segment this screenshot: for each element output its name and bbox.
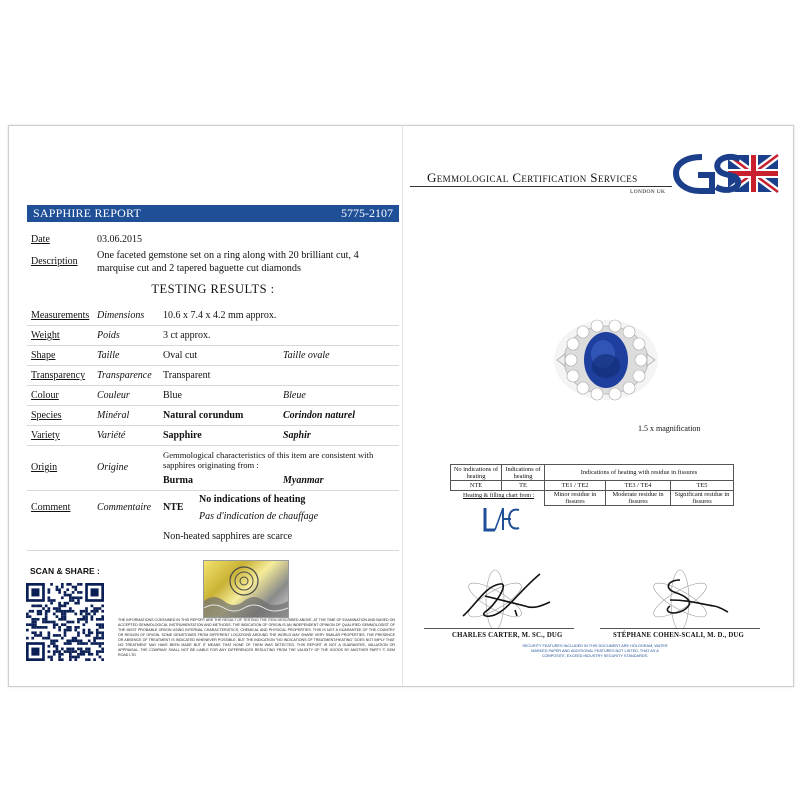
heating-code-te1: TE1 / TE2 [545, 481, 606, 491]
company-name [427, 170, 638, 186]
company-name-text: Gemmological Certification Services [427, 170, 638, 185]
comment-note: Non-heated sapphires are scarce [163, 531, 293, 542]
origin-value: Burma [163, 475, 193, 486]
security-features-text: SECURITY FEATURES INCLUDED IN THIS DOCUMENT ARE HOLOGRAM, WATER MARKED PAPER AND ADDITIONAL FEATURES NOT LISTED, THAT AS A COMPOSITE, EXCEED INDUSTRY SECURITY STANDARDS. [522, 644, 668, 658]
variety-label: Variety [31, 430, 60, 441]
species-label: Species [31, 410, 62, 421]
transparency-value: Transparent [163, 370, 211, 381]
report-header-bar [27, 205, 399, 222]
shape-value: Oval cut [163, 350, 198, 361]
comment-en: No indications of heating [199, 494, 306, 505]
description-label: Description [31, 256, 78, 267]
row-rule [27, 325, 399, 326]
company-underline [410, 186, 672, 187]
gcs-logo-icon [672, 151, 780, 196]
report-title: SAPPHIRE REPORT [33, 206, 141, 220]
comment-fr-text: Pas d'indication de chauffage [199, 511, 319, 522]
heating-code-nte: NTE [451, 481, 502, 491]
weight-value: 3 ct approx. [163, 330, 211, 341]
origin-fr: Origine [97, 462, 129, 473]
row-rule [27, 345, 399, 346]
heating-code-te: TE [502, 481, 545, 491]
heating-header-te: Indications of heating [502, 465, 545, 481]
measurements-label: Measurements [31, 310, 90, 321]
description-line-2: marquise cut and 2 tapered baguette cut diamonds [97, 263, 301, 274]
report-number: 5775-2107 [341, 206, 393, 220]
chart-from-label: Heating & filling chart from : [463, 493, 535, 499]
description-line-1: One faceted gemstone set on a ring along with 20 brilliant cut, 4 [97, 250, 359, 261]
origin-value-fr: Myanmar [283, 475, 324, 486]
variety-value-fr: Saphir [283, 430, 311, 441]
testing-results-heading: TESTING RESULTS : [151, 282, 275, 296]
colour-value: Blue [163, 390, 182, 401]
colour-label: Colour [31, 390, 59, 401]
row-rule [27, 385, 399, 386]
signature-line-1 [424, 628, 574, 629]
magnification-caption: 1.5 x magnification [638, 424, 701, 433]
heating-header-nte: No indications of heating [451, 465, 502, 481]
variety-value: Sapphire [163, 430, 202, 441]
shape-value-fr: Taille ovale [283, 350, 330, 361]
qr-code[interactable] [26, 583, 104, 661]
lfg-logo-icon [481, 506, 521, 532]
disclaimer-text: THE INFORMATIONS CONTAINED IN THIS REPORT ARE THE RESULT OF TESTING THE ITEM DESCRIBED ABOVE, AT THE TIME OF EXAMINATION AND BASED ON ACCEPTED GEMMOLOGICAL INSTRUMENTATION AND METHODS. THE INDICATION OF ORIGIN IS AN INDEPENDENT OPINION OF QUALIFIED GEMMOLOGIST OF THE MOST PROBABLE ORIGIN USING INTERNAL CHARACTERISTICS, CHEMICAL AND PHYSICAL PROPERTIES. THIS IS NOT A GUARANTEE OF THE COUNTRY OR REGION OF ORIGIN. SOME GEMSTONES FROM DIFFERENT LOCATIONS AROUND THE WORLD MAY SHARE VERY SIMILAR PROPERTIES. THE PRESENCE OR ABSENCE OF TREATMENT IS INDICATED WHENEVER POSSIBLE, BUT THE INDICATION "NO INDICATIONS OF TREATMENT/HEATING" DOES NOT IMPLY THAT NO TREATMENT MAY HAVE BEEN MADE BUT IT MEANS THAT NONE OF THEM WAS DETECTED. THIS REPORT IS NOT A GUARANTEE, VALUATION OR APPRAISAL. THE COMPANY SHALL NOT BE LIABLE FOR ANY DIFFERENCES RESULTING FROM THE VALIDITY OF THE GOODS BY ANOTHER PARTY © GEM ROAD LTD [118, 618, 395, 657]
heating-code-te3: TE3 / TE4 [606, 481, 671, 491]
row-rule [27, 365, 399, 366]
row-rule [27, 445, 399, 446]
signer-1-name: CHARLES CARTER, M. SC., DUG [452, 632, 563, 639]
origin-text-line-2: sapphires originating from : [163, 460, 259, 470]
colour-fr: Couleur [97, 390, 130, 401]
species-value: Natural corundum [163, 410, 244, 421]
heating-table [450, 464, 734, 506]
row-rule [27, 550, 399, 551]
date-value: 03.06.2015 [97, 234, 142, 245]
origin-text-line-1: Gemmological characteristics of this item are consistent with [163, 450, 374, 460]
measurements-fr: Dimensions [97, 310, 145, 321]
comment-label: Comment [31, 502, 71, 513]
hologram-seal [203, 560, 289, 618]
row-rule [27, 490, 399, 491]
heating-desc-significant: Significant residue in fissures [671, 491, 734, 506]
row-rule [27, 425, 399, 426]
signer-2-name: STÉPHANE COHEN-SCALI, M. D., DUG [613, 632, 745, 639]
heating-table-code-row [451, 481, 734, 491]
variety-fr: Variété [97, 430, 126, 441]
species-fr: Minéral [97, 410, 130, 421]
comment-fr: Commentaire [97, 502, 152, 513]
heating-desc-minor: Minor residue in fissures [545, 491, 606, 506]
page-fold [402, 125, 403, 685]
heating-header-residue: Indications of heating with residue in fissures [545, 465, 734, 481]
signature-cohen-scali [640, 566, 740, 628]
signature-carter [455, 566, 565, 628]
weight-fr: Poids [97, 330, 120, 341]
colour-value-fr: Bleue [283, 390, 306, 401]
origin-label: Origin [31, 462, 58, 473]
sapphire-ring-photo [551, 318, 661, 403]
heating-desc-moderate: Moderate residue in fissures [606, 491, 671, 506]
signature-line-2 [600, 628, 760, 629]
shape-label: Shape [31, 350, 56, 361]
weight-label: Weight [31, 330, 60, 341]
scan-share-label: SCAN & SHARE : [30, 566, 100, 576]
shape-fr: Taille [97, 350, 120, 361]
comment-code: NTE [163, 502, 184, 513]
row-rule [27, 405, 399, 406]
heating-code-te5: TE5 [671, 481, 734, 491]
species-value-fr: Corindon naturel [283, 410, 355, 421]
hologram-pattern-icon [204, 561, 288, 617]
transparency-label: Transparency [31, 370, 86, 381]
transparency-fr: Transparence [97, 370, 152, 381]
company-location: LONDON UK [630, 189, 666, 195]
date-label: Date [31, 234, 50, 245]
heating-table-header-row [451, 465, 734, 481]
measurements-value: 10.6 x 7.4 x 4.2 mm approx. [163, 310, 277, 321]
